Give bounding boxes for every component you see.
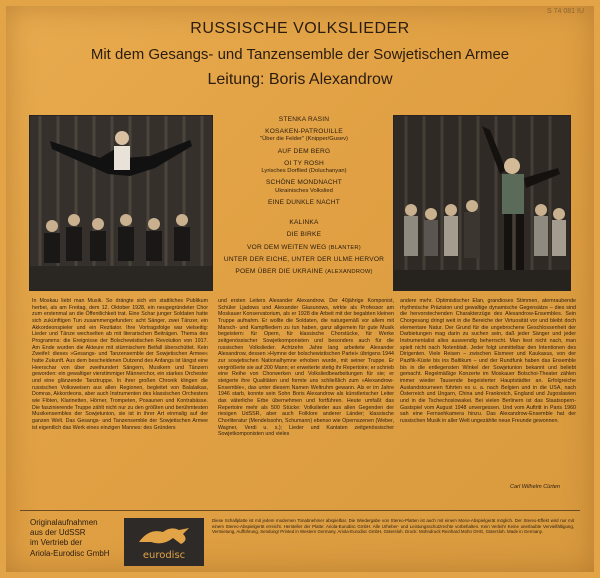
track-item: DIE BIRKE (286, 231, 322, 239)
horse-emblem-icon (133, 524, 195, 548)
liner-notes-col3: andere mehr. Optimistischer Elan, grandioses Stimmen, atemraubende rhythmische Präzision und gewaltige dynamische Gegensätze – dies sind die hervorstechenden Charakterzüge des Alexandrow-Ensembles. Sein Chorgesang dringt weit in die Bereiche der Virtuosität vor und bleibt doch elementare Natur. Der Grund für die ungebrochene Geschlossenheit der Darbietungen mag darin zu suchen sein, daß jeder Sänger und jeder Instrumentalist alles auswendig beherrscht. Man liest nicht nach, man spielt nicht nach Notenblatt. Jeder folgt unmittelbar den Intentionen des Dirigenten. Viele Reisen – zwischen Eismeer und Kaukasus, von der Pazifik-Küste bis ins Baltikum – und der Rundfunk haben das Ensemble bis in die entlegensten Winkel der Sowjetunion bekannt und beliebt gemacht. Regelmäßige Konzerte im Moskauer Bolschoi-Theater zählen immer wieder Tausende begeisterter Hauptstädter an. Erfolgreiche Auslandstourneen führten es u. a. nach Belgien und in die USA, nach Österreich und Ungarn, China und Frankreich, England und Jugoslawien und in die Tschechoslowakei. Bei vielen Berlinern ist das Staatsopern-Gastspiel vom August 1948 unvergessen. Und vom Auftritt in Paris 1960 sah eine Fernsehkamera hinzu. Das Alexandrow-Ensemble hat der russischen Musik in aller Welt ungezählte neue Freunde gewonnen. (400, 298, 576, 425)
track-item: OI TY ROSH Lyrisches Dorflied (Doluchanyan) (261, 159, 347, 175)
album-subtitle: Mit dem Gesangs- und Tanzensemble der Sowjetischen Armee (90, 46, 510, 63)
track-item: AUF DEM BERG (277, 147, 331, 155)
liner-notes-col2: und ersten Leiters Alexander Alexandrow. Der 40jährige Komponist, Schüler Ljadows und Alexander Glasunows, wirkte als Professor am Moskauer Konservatorium, als er 1928 die Arbeit mit der begabten kleinen Truppe aufnahm. Er wollte die Soldaten, die naturgemäß vor allem mit Marsch- und Kampfliedern zu tun haben, ganz allgemein für gute Musik begeistern: für Opern, für klassische Chorstücke, für Werke zeitgenössischer Sowjetkomponisten und besonders auch für die russischen Volkslieder. Achtzehn Jahre lang arbeitete Alexander Alexandrow, dessen »Hymne der bolschewistischen Partei« übrigens 1944 zur sowjetischen Nationalhymne erhoben wurde, mit seiner Truppe. Er vergrößerte sie auf 200 Mann; er erweiterte stetig ihr Repertoire; er schrieb eine Reihe von Chorwerken und Volksliedbearbeitungen für sie; er steigerte ihre Qualitäten und formte uns schließlich zum »Alexandrow-Ensemble«, das unter diesem Namen Weltruhm gewann. Als er im Jahre 1946 starb, konnte sein Sohn Boris Alexandrow als künstlerischer Leiter das väterliche Erbe übernehmen und fortführen. Heute umfaßt das Repertoire mehr als 500 Stücke: Volkslieder aus allen Gegenden der riesigen UdSSR, aber auch Folklore anderer Länder; klassische Chorliteratur (Mendelssohn, Schumann) ebenso wie Opernszenen (Weber, Wagner, Verdi u. s.); Lieder und Kantaten zeitgenössischer Sowjetkomponisten und vieles (218, 298, 394, 438)
author-signature: Carl Wilhelm Cürten (510, 484, 560, 490)
ensemble-dancer-image (394, 116, 570, 290)
logo-wordmark: eurodisc (142, 549, 186, 561)
eurodisc-logo (124, 518, 204, 566)
track-item: KOSAKEN-PATROUILLE "Über die Felder" (Knipper/Gusev) (260, 128, 348, 143)
liner-notes-col1: In Moskau liebt man Musik. So drängte sich ein stattliches Publikum herbei, als am Freitag, dem 12. Oktober 1928, ein neugegründeter Chor zum erstenmal an die Öffentlichkeit trat. Eine Schar junger Soldaten hatte sich zukünftigen Tun zusammengefunden: acht Sänger, zwei Tänzer, ein Akkordeonspieler und ein Rezitator. Ihre Vortragsfolge war vielseitig: Lieder und Tänze wechselten ab mit literarischen Beiträgen. Thema des Programms: die Ereignisse der Bolschewistischen Revolution von 1917. Am Ende wurden die Akteure mit stürmischem Beifall überschüttet. Kein Zweifel: dieses »Gesangs- und Tanzensemble der Sowjetischen Armee« hatte Zukunft. Aus dem bescheidenen Dutzend des Anfangs ist längst eine Heerschar von über zweihundert Sängern, Musikern und Tänzern geworden: ein gewaltiger vierstimmiger Männerchor, ein starkes Orchester und eine glänzende Tanztruppe. In ihrer großen Chronik klingen die russischen Volksweisen aus allen Regionen, begleitet von Balalaikas, Domras, Akkordeons, aber auch Instrumenten des klassischen Orchesters wie Flöten, Klarinetten, Hörner, Trompeten, Posaunen und Kontrabässe. Die faszinierende Truppe zählt nicht nur zu den größten und berühmtesten Musikensembles der Sowjetunion, sie ist in ihrer Art einmalig auf der ganzen Welt. Das Gesangs- und Tanzensemble der Sowjetischen Armee ist eigentlich das Werk eines einzigen Mannes: des Gründers (32, 298, 208, 431)
leaping-dancer-image (30, 116, 212, 290)
track-list (216, 116, 392, 276)
catalog-number: S 74 081 IU (547, 8, 584, 15)
photo-leaping-dancer (30, 116, 212, 290)
original-recordings-note: Originalaufnahmen aus der UdSSR im Vertrieb der Ariola-Eurodisc GmbH (30, 518, 110, 558)
track-item: UNTER DER EICHE, UNTER DER ULME HERVOR (223, 255, 385, 263)
track-item: SCHÖNE MONDNACHT Ukrainisches Volkslied (265, 179, 343, 194)
track-item: POEM ÜBER DIE UKRAINE (ALEXANDROW) (235, 268, 373, 276)
track-item: EINE DUNKLE NACHT (268, 198, 340, 206)
album-back-cover (6, 6, 594, 572)
track-item: KALINKA (289, 219, 319, 227)
album-title: RUSSISCHE VOLKSLIEDER (190, 20, 410, 37)
photo-ensemble-dancer (394, 116, 570, 290)
conductor-line: Leitung: Boris Alexandrow (207, 71, 393, 88)
track-item: VOR DEM WEITEN WEG (BLANTER) (247, 243, 361, 251)
footer-divider (20, 510, 580, 511)
track-item: STENKA RASIN (278, 116, 330, 123)
fine-print: Diese Schallplatte ist mit jedem modernen Tonabnehmer abspielbar. Die Wiedergabe von Stereo-Platten ist auch mit einem Mono-Abspielgerät möglich. Der Stereo-Effekt wird nur mit einem Stereo-Abspielgerät erreicht. Hersteller der Platte: Ariola-Eurodisc GmbH. Alle Urheber- und Leistungsschutzrechte vorbehalten. Kein Verleih! Keine unerlaubte Vervielfältigung, Vermietung, Aufführung, Sendung! Printed in Western Germany. Ariola-Eurodisc GmbH, Gütersloh. Druck: Mohndruck Reinhard Mohn OHG, Gütersloh. Made in Germany. (212, 518, 574, 535)
